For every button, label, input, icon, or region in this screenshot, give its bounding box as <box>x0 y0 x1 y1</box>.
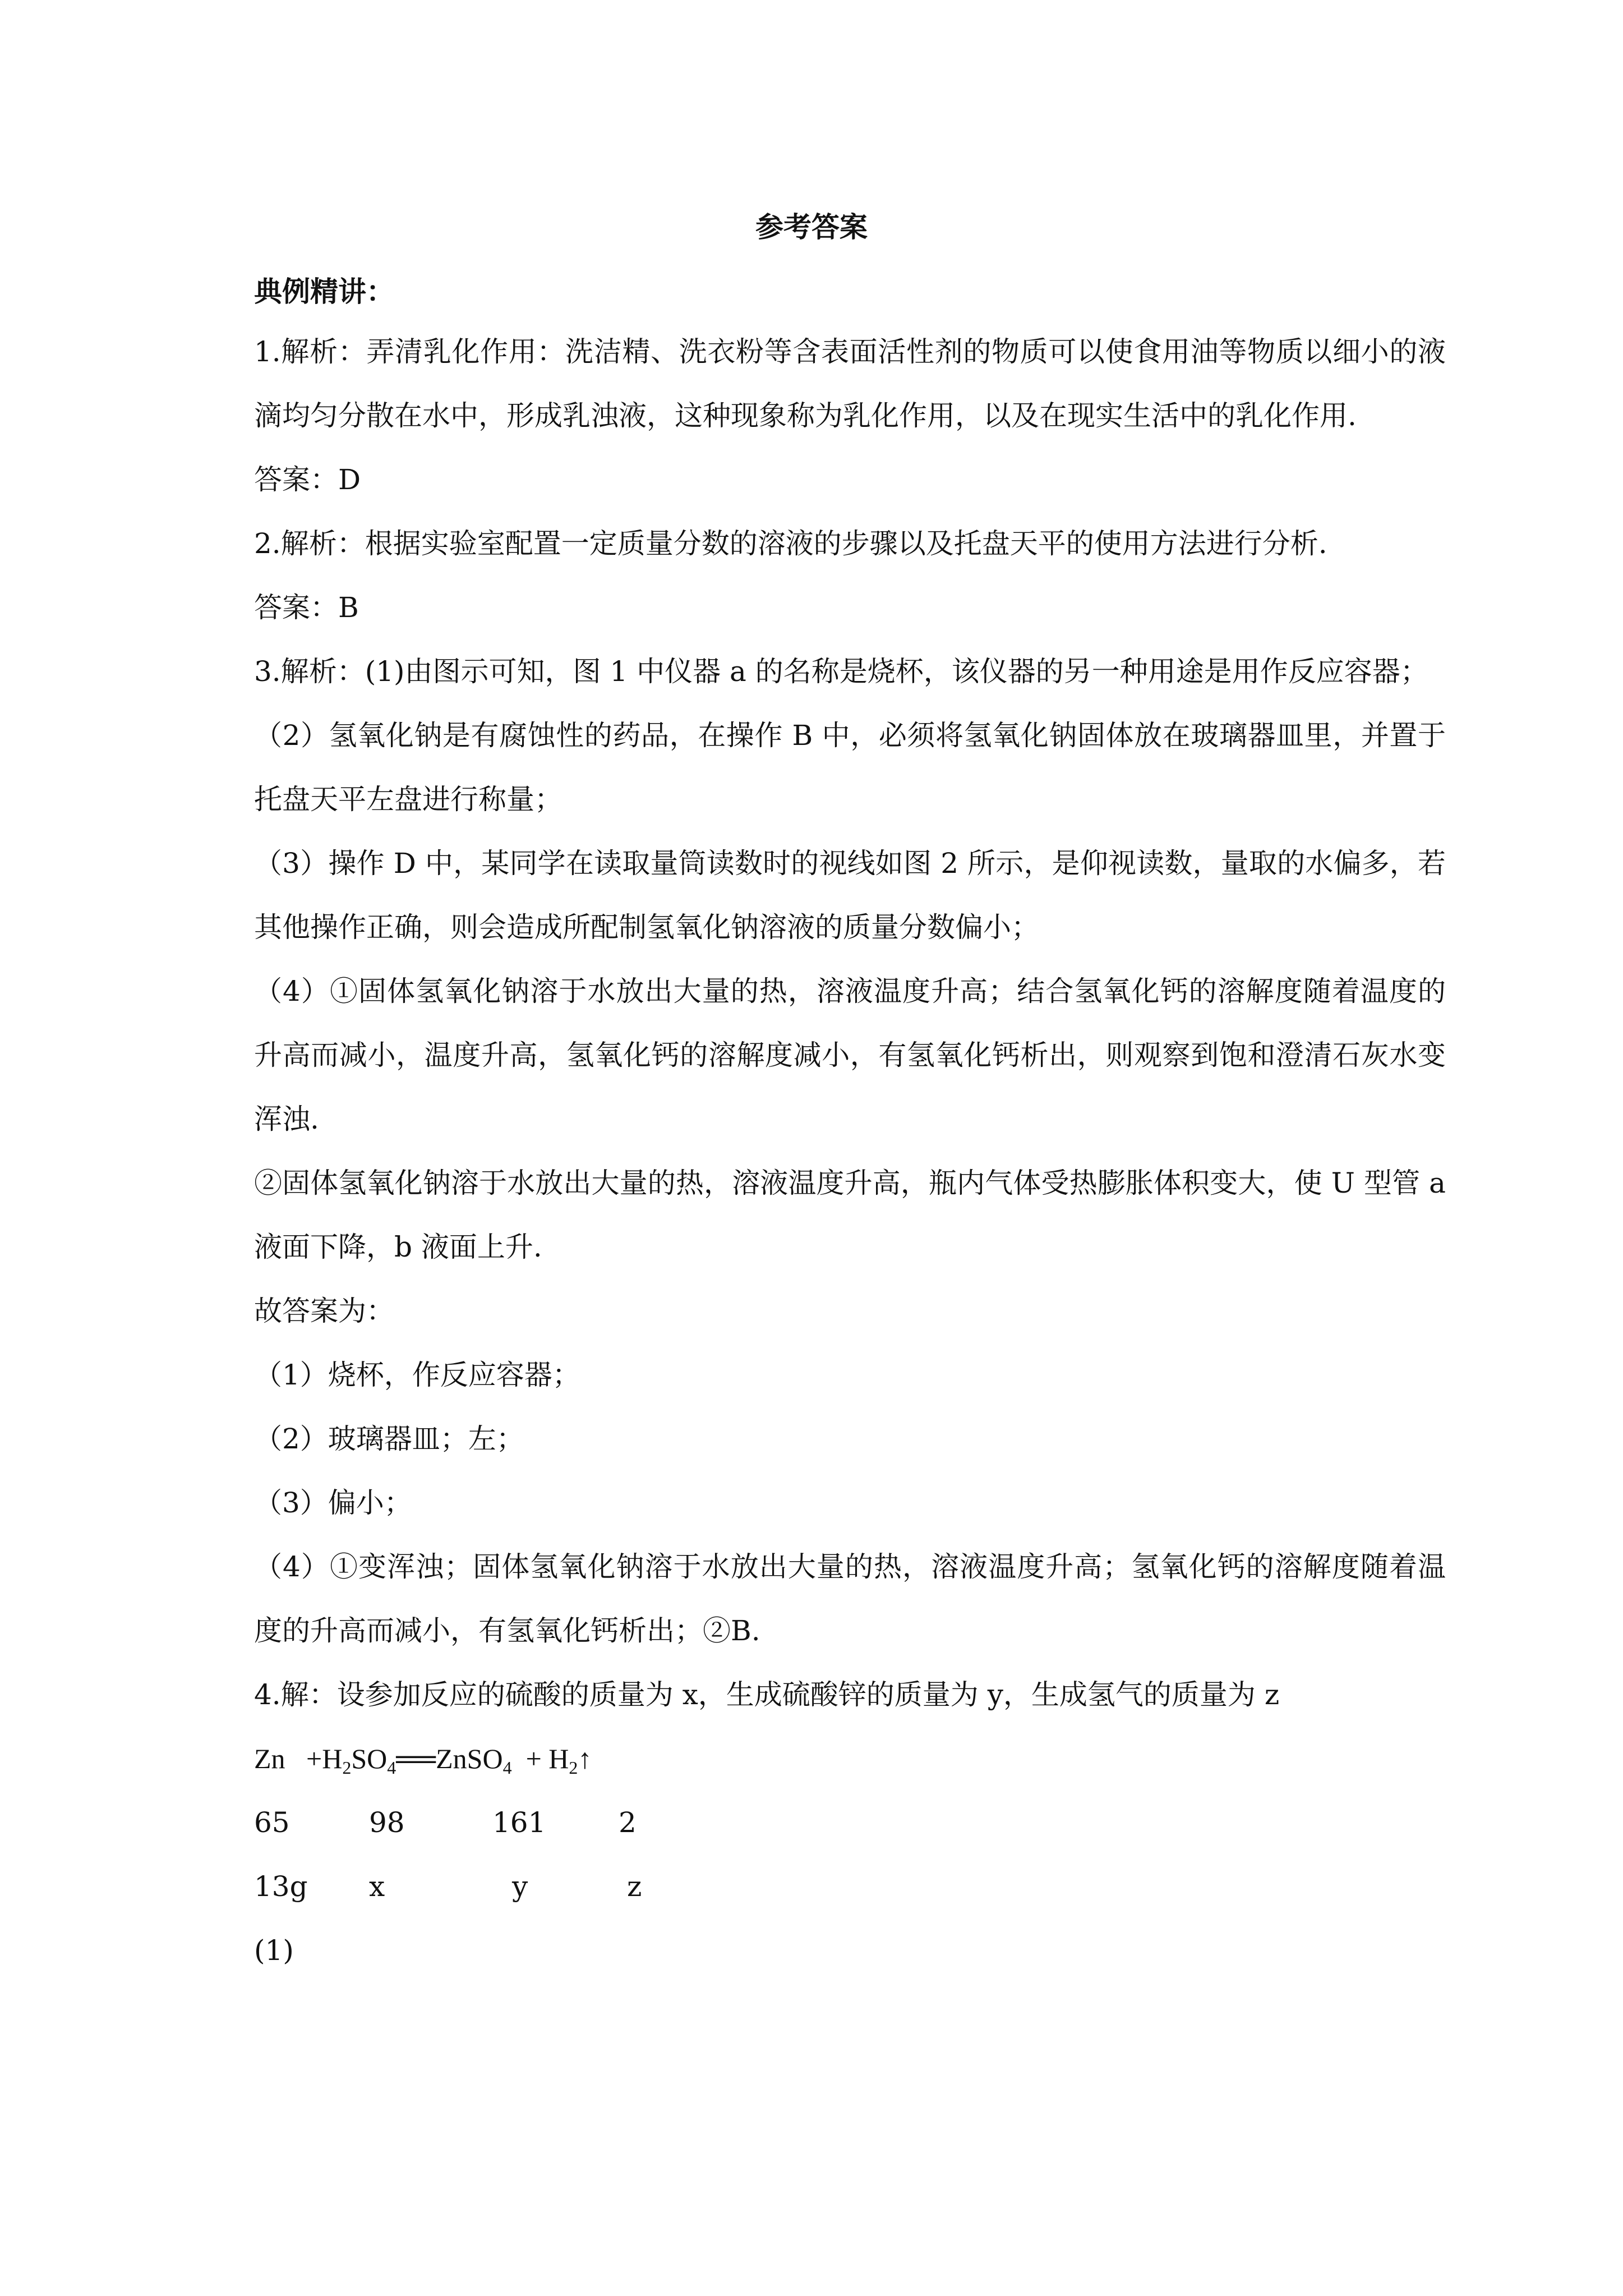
eq-zn: Zn <box>254 1743 285 1774</box>
section-heading: 典例精讲： <box>254 275 394 308</box>
eq-sub: 2 <box>342 1757 352 1778</box>
eq-plus-h: + H <box>525 1743 569 1774</box>
q3-analysis-4: （4）①固体氢氧化钠溶于水放出大量的热，溶液温度升高；结合氢氧化钙的溶解度随着温度的升高而减小，温度升高，氢氧化钙的溶解度减小，有氢氧化钙析出，则观察到饱和澄清石灰水变浑浊. <box>254 975 1446 1135</box>
eq-sub: 4 <box>387 1757 396 1778</box>
mass-h2so4: 98 <box>369 1806 405 1839</box>
q4-intro: 4.解：设参加反应的硫酸的质量为 x，生成硫酸锌的质量为 y，生成氢气的质量为 z <box>254 1678 1280 1711</box>
eq-so: SO <box>351 1743 388 1774</box>
given-z: z <box>627 1870 642 1903</box>
q3-answer-3: （3）偏小； <box>254 1487 412 1519</box>
eq-sub: 2 <box>569 1757 578 1778</box>
q3-analysis-3: （3）操作 D 中，某同学在读取量筒读数时的视线如图 2 所示，是仰视读数，量取的水偏多，若其他操作正确，则会造成所配制氢氧化钠溶液的质量分数偏小； <box>254 847 1446 944</box>
q3-answer-4: （4）①变浑浊；固体氢氧化钠溶于水放出大量的热，溶液温度升高；氢氧化钙的溶解度随着温度的升高而减小，有氢氧化钙析出；②B. <box>254 1550 1446 1647</box>
q2-analysis: 2.解析：根据实验室配置一定质量分数的溶液的步骤以及托盘天平的使用方法进行分析. <box>254 527 1327 560</box>
eq-equals: ══ <box>396 1743 436 1774</box>
given-zn: 13g <box>254 1870 308 1903</box>
chemical-equation <box>254 1727 1446 1791</box>
up-arrow-icon: ↑ <box>578 1743 592 1774</box>
q3-analysis-5: ②固体氢氧化钠溶于水放出大量的热，溶液温度升高，瓶内气体受热膨胀体积变大，使 U 型管 a 液面下降，b 液面上升. <box>254 1167 1446 1263</box>
given-row <box>254 1855 1446 1918</box>
q3-answer-2: （2）玻璃器皿；左； <box>254 1423 524 1455</box>
document-body <box>254 320 1446 1982</box>
q3-analysis-2: （2）氢氧化钠是有腐蚀性的药品，在操作 B 中，必须将氢氧化钠固体放在玻璃器皿里，并置于托盘天平左盘进行称量； <box>254 719 1446 816</box>
page-title: 参考答案 <box>755 210 868 243</box>
q1-answer: 答案：D <box>254 463 361 496</box>
eq-h: +H <box>306 1743 343 1774</box>
q3-answer-intro: 故答案为： <box>254 1295 394 1327</box>
step-label: (1) <box>254 1934 294 1967</box>
mass-zn: 65 <box>254 1806 290 1839</box>
mass-h2: 2 <box>619 1806 637 1839</box>
q1-analysis: 1.解析：弄清乳化作用：洗洁精、洗衣粉等含表面活性剂的物质可以使食用油等物质以细小的液滴均匀分散在水中，形成乳浊液，这种现象称为乳化作用，以及在现实生活中的乳化作用. <box>254 335 1446 432</box>
eq-znso: ZnSO <box>436 1743 503 1774</box>
q3-analysis-1: 3.解析：(1)由图示可知，图 1 中仪器 a 的名称是烧杯，该仪器的另一种用途是用作反应容器； <box>254 655 1428 688</box>
given-x: x <box>369 1870 385 1903</box>
mass-znso4: 161 <box>492 1806 546 1839</box>
given-y: y <box>512 1870 528 1903</box>
q3-answer-1: （1）烧杯，作反应容器； <box>254 1359 580 1391</box>
q2-answer: 答案：B <box>254 591 359 624</box>
mass-row <box>254 1791 1446 1855</box>
eq-sub: 4 <box>502 1757 512 1778</box>
